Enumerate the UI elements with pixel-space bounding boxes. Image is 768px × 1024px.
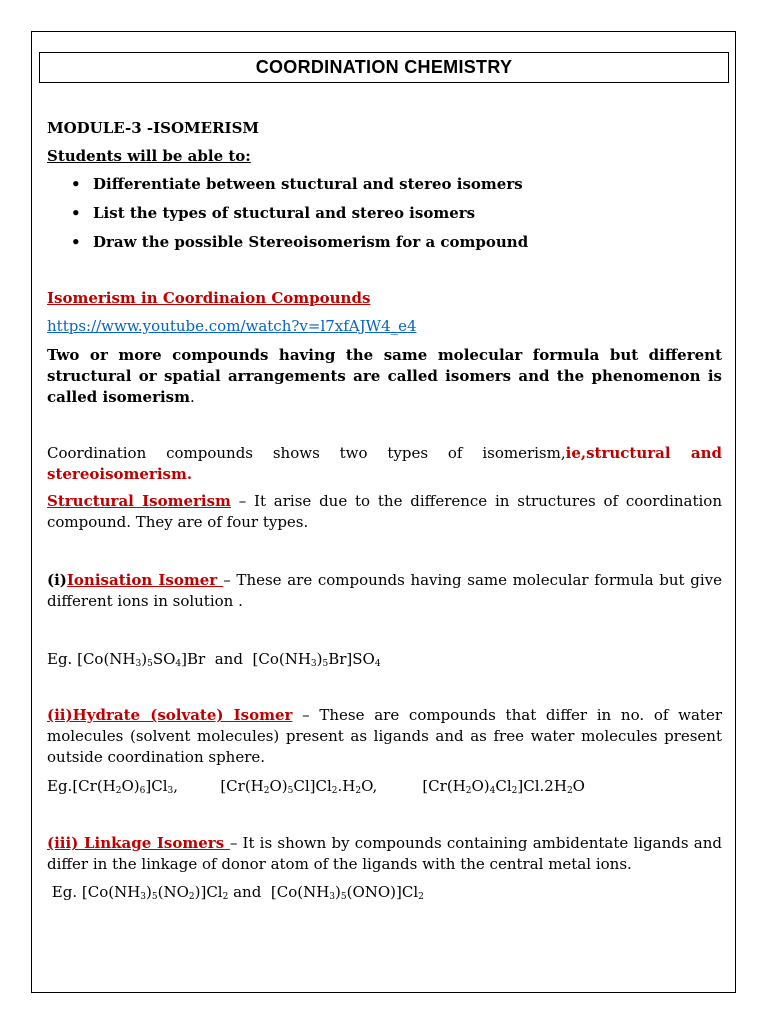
and-text: and [205, 650, 253, 668]
types-intro-text: Coordination compounds shows two types of isomerism, [47, 444, 566, 462]
formula: $[Co(NH_3)_5Br]SO_4$ [252, 650, 381, 669]
formula: $[Co(NH_3)_5SO_4]Br$ [72, 650, 206, 669]
linkage-text: – It is shown by compounds containing ambidentate ligands and differ in the linkage of donor atom of the ligands with the central metal ions. [47, 834, 722, 873]
document-title: COORDINATION CHEMISTRY [39, 52, 729, 83]
types-period: . [186, 465, 193, 483]
objective-item: • Differentiate between stuctural and stereo isomers [47, 172, 528, 201]
types-intro [47, 443, 722, 485]
objectives-list [47, 172, 528, 259]
objectives-heading: Students will be able to: [47, 147, 251, 165]
formula: $[Cr(H_2O)_4Cl_2]Cl.2H_2O$ [422, 777, 585, 796]
formula: $[Co(NH_3)_5(NO_2)]Cl_2$ [77, 883, 229, 902]
example-label: Eg. [47, 777, 73, 795]
hydrate-text: – These are compounds that differ in no. of water molecules (solvent molecules) present as ligands and as free water molecules present outside coordination sphere. [47, 706, 722, 766]
hydrate-isomer-para [47, 705, 722, 768]
structural-isomerism-para [47, 491, 722, 533]
formula: $[Cr(H_2O)_5Cl]Cl_2.H_2O$, [220, 777, 378, 796]
video-link-row [47, 316, 722, 337]
ionisation-prefix: (i) [47, 571, 67, 589]
section-heading-row [47, 288, 722, 309]
video-link[interactable]: https://www.youtube.com/watch?v=l7xfAJW4_e4 [47, 317, 417, 335]
and-text: and [228, 883, 271, 901]
ionisation-example [47, 649, 722, 670]
example-label: Eg. [47, 883, 78, 901]
linkage-example [47, 882, 722, 903]
objective-item: • Draw the possible Stereoisomerism for a compound [47, 230, 528, 259]
formula: $[Cr(H_2O)_6]Cl_3$, [72, 777, 179, 796]
hydrate-term: (ii)Hydrate (solvate) Isomer [47, 706, 293, 724]
module-heading: MODULE-3 -ISOMERISM [47, 119, 259, 137]
ionisation-text: – These are compounds having same molecular formula but give different ions in solution . [47, 571, 722, 610]
objectives-heading-row [47, 146, 722, 167]
structural-term: Structural Isomerism [47, 492, 231, 510]
example-label: Eg. [47, 650, 73, 668]
isomer-definition [47, 345, 722, 408]
linkage-isomer-para [47, 833, 722, 875]
linkage-term: (iii) Linkage Isomers [47, 834, 230, 852]
section-heading: Isomerism in Coordinaion Compounds [47, 289, 371, 307]
structural-text: – It arise due to the difference in structures of coordination compound. They are of four types. [47, 492, 722, 531]
formula: $[Co(NH_3)_5(ONO)]Cl_2$ [270, 883, 424, 902]
ionisation-term: Ionisation Isomer [66, 571, 224, 589]
types-highlight: ie,structural and stereoisomerism [47, 444, 722, 483]
definition-text: Two or more compounds having the same molecular formula but different structural or spatial arrangements are called isomers and the phenomenon is called isomerism [47, 346, 722, 406]
ionisation-isomer-para [47, 570, 722, 612]
definition-period: . [189, 388, 195, 406]
hydrate-example [47, 776, 722, 797]
objective-item: • List the types of stuctural and stereo isomers [47, 201, 528, 230]
